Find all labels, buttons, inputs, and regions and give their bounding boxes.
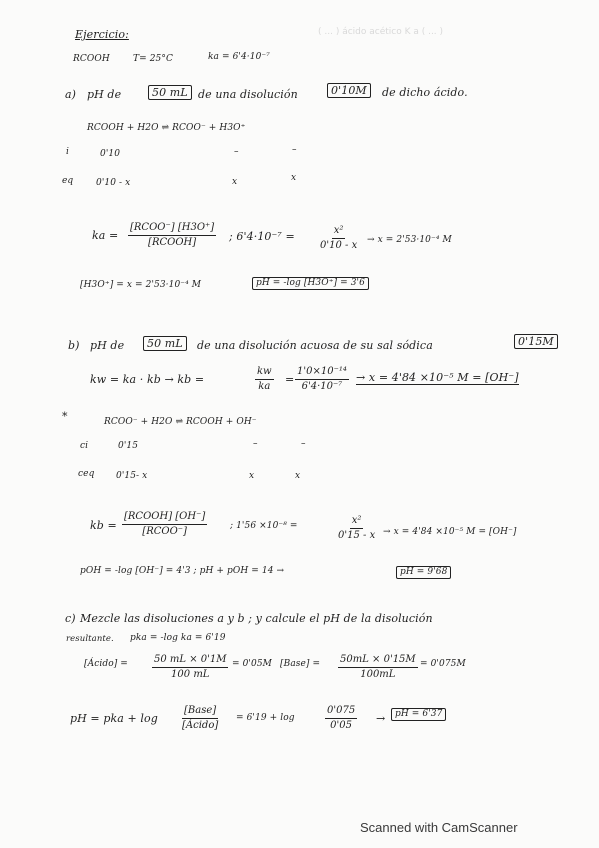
part-b-concentration: 0'15M: [514, 334, 558, 349]
kb-result-x: → x = 4'84 ×10⁻⁵ M = [OH⁻]: [383, 527, 517, 537]
base-concentration-denominator: 100mL: [360, 668, 396, 680]
acid-concentration-denominator: 100 mL: [171, 668, 210, 680]
ka-fraction-denominator: [RCOOH]: [148, 236, 197, 248]
part-a-eq-x1: x: [232, 177, 238, 187]
part-a-eq-value: 0'10 - x: [96, 178, 131, 188]
ph-log-numerator: [Base]: [182, 705, 218, 719]
ka-value: ka = 6'4·10⁻⁷: [208, 52, 270, 62]
ph-value-numerator: 0'075: [325, 705, 357, 719]
part-a-initial-label: i: [66, 147, 69, 157]
part-b-reaction: RCOO⁻ + H2O ⇌ RCOOH + OH⁻: [104, 417, 257, 427]
base-concentration-numerator: 50mL × 0'15M: [338, 654, 418, 668]
part-b-label: b): [68, 339, 80, 352]
kw-ka-numerator: kw: [255, 366, 274, 380]
ph-arrow: →: [376, 712, 386, 725]
camscanner-watermark: Scanned with CamScanner: [360, 820, 518, 835]
part-a-prompt-1: pH de: [87, 88, 122, 101]
part-a-eq-label: eq: [62, 176, 74, 186]
part-b-ceq-value: 0'15- x: [116, 471, 148, 481]
part-a-initial-dash-2: –: [292, 145, 297, 155]
kw-ka-denominator: ka: [258, 380, 271, 392]
part-b-ci-label: ci: [80, 441, 89, 451]
ph-value-denominator: 0'05: [330, 719, 353, 731]
kw-ka-fraction: [255, 366, 274, 392]
pka-line: pka = -log ka = 6'19: [130, 633, 226, 643]
part-b-ceq-x1: x: [249, 471, 255, 481]
kb-x-fraction: [336, 515, 377, 541]
ka-x-numerator: x²: [332, 225, 346, 239]
ph-formula-lhs: pH = pka + log: [70, 712, 158, 725]
acid-concentration-numerator: 50 mL × 0'1M: [152, 654, 228, 668]
kb-fraction-denominator: [RCOO⁻]: [142, 525, 187, 537]
part-a-volume: 50 mL: [148, 85, 192, 100]
exercise-title: Ejercicio:: [75, 28, 129, 41]
ka-fraction: [128, 222, 216, 248]
ka-x-denominator: 0'10 - x: [320, 239, 358, 251]
ph-value-fraction: [325, 705, 357, 731]
kb-x-numerator: x²: [350, 515, 364, 529]
part-a-concentration: 0'10M: [327, 83, 371, 98]
part-a-eq-x2: x: [291, 173, 297, 183]
kw-equation: kw = ka · kb → kb =: [90, 373, 205, 386]
part-b-ci-value: 0'15: [118, 441, 139, 451]
part-b-ceq-x2: x: [295, 471, 301, 481]
part-b-volume: 50 mL: [143, 336, 187, 351]
part-b-ph-result: pH = 9'68: [396, 566, 451, 579]
part-a-label: a): [65, 88, 77, 101]
part-a-prompt-3: de dicho ácido.: [382, 86, 468, 99]
kb-fraction: [122, 511, 207, 537]
ka-fraction-numerator: [RCOO⁻] [H3O⁺]: [128, 222, 216, 236]
kb-value-fraction: [295, 366, 349, 392]
base-concentration-result: = 0'075M: [420, 659, 466, 669]
kb-result: → x = 4'84 ×10⁻⁵ M = [OH⁻]: [356, 371, 519, 384]
ka-result: → x = 2'53·10⁻⁴ M: [367, 235, 452, 245]
base-concentration-fraction: [338, 654, 418, 680]
part-b-prompt-2: de una disolución acuosa de su sal sódica: [197, 339, 433, 352]
kb-value-numerator: 1'0×10⁻¹⁴: [295, 366, 349, 380]
kb-x-denominator: 0'15 - x: [338, 529, 376, 541]
part-c-ph-result: pH = 6'37: [391, 708, 446, 721]
base-concentration-lhs: [Base] =: [280, 659, 321, 669]
ka-lhs: ka =: [92, 229, 119, 242]
part-b-ci-dash-2: –: [301, 439, 306, 449]
ph-formula-mid: = 6'19 + log: [236, 713, 295, 723]
kb-value-denominator: 6'4·10⁻⁷: [301, 380, 343, 392]
star-mark: *: [62, 410, 68, 423]
acid-concentration-fraction: [152, 654, 228, 680]
part-b-ci-dash-1: –: [253, 439, 258, 449]
acid-formula: RCOOH: [73, 54, 110, 64]
part-a-initial-dash-1: –: [234, 147, 239, 157]
temperature: T= 25°C: [133, 54, 173, 64]
ka-x-fraction: [318, 225, 359, 251]
acid-concentration-lhs: [Ácido] =: [84, 659, 128, 669]
h3o-line: [H3O⁺] = x = 2'53·10⁻⁴ M: [80, 280, 202, 290]
part-b-ceq-label: ceq: [78, 469, 95, 479]
kw-equals: =: [285, 373, 295, 386]
part-b-prompt-1: pH de: [90, 339, 125, 352]
show-through-text: ( ... ) ácido acético K a ( ... ): [318, 27, 444, 37]
part-a-prompt-2: de una disolución: [198, 88, 298, 101]
part-c-prompt-line-1: Mezcle las disoluciones a y b ; y calcule el pH de la disolución: [80, 612, 433, 625]
part-c-label: c): [65, 612, 76, 625]
kb-lhs: kb =: [90, 519, 117, 532]
part-a-ph-result: pH = -log [H3O⁺] = 3'6: [252, 277, 369, 290]
ph-log-denominator: [Ácido]: [182, 719, 219, 731]
kb-mid: ; 1'56 ×10⁻⁸ =: [230, 521, 298, 531]
acid-concentration-result: = 0'05M: [232, 659, 272, 669]
kb-fraction-numerator: [RCOOH] [OH⁻]: [122, 511, 207, 525]
part-a-reaction: RCOOH + H2O ⇌ RCOO⁻ + H3O⁺: [87, 123, 246, 133]
ka-mid: ; 6'4·10⁻⁷ =: [229, 230, 295, 243]
part-a-initial-value: 0'10: [100, 149, 121, 159]
ph-log-fraction: [180, 705, 220, 731]
part-c-prompt-line-2: resultante.: [66, 634, 114, 644]
poh-line: pOH = -log [OH⁻] = 4'3 ; pH + pOH = 14 →: [80, 566, 285, 576]
